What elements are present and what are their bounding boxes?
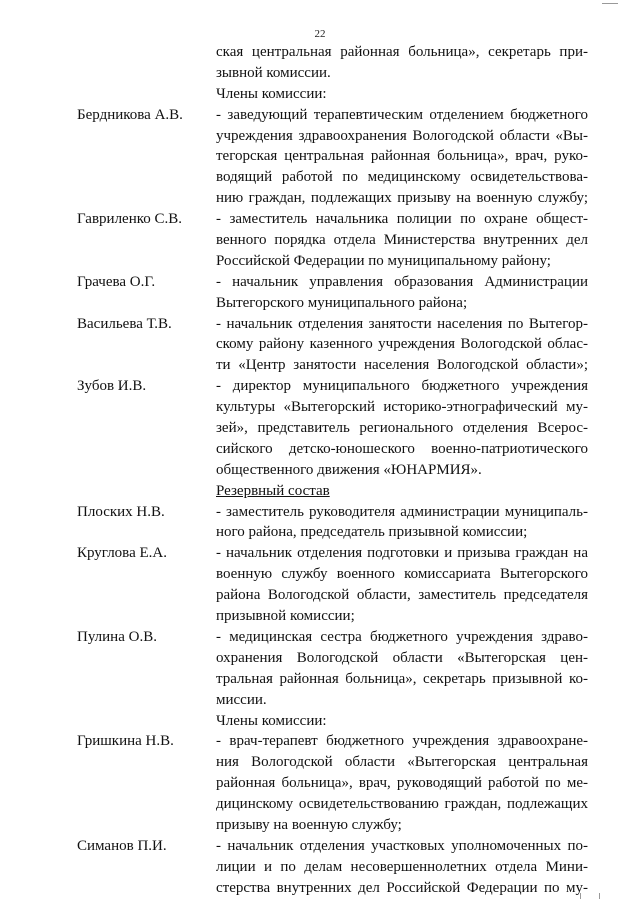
text-line (0, 585, 640, 606)
member-description: военную службу военного комиссариата Вытегорского (216, 566, 588, 583)
text-line (0, 334, 640, 355)
text-line (0, 878, 640, 899)
member-description: венного порядка отдела Министерства внутренних дел (216, 232, 588, 249)
member-name: Гавриленко С.В. (77, 211, 183, 228)
member-description: - директор муниципального бюджетного учреждения (216, 378, 588, 395)
text-line (0, 230, 640, 251)
text-line (0, 84, 640, 105)
text-line (0, 105, 640, 126)
member-description: - начальник управления образования Администрации (216, 273, 588, 290)
member-description: охранения Вологодской области «Вытегорская цен- (216, 649, 588, 666)
text-line (0, 752, 640, 773)
text-line (0, 251, 640, 272)
text-line (0, 42, 640, 63)
text-line (0, 648, 640, 669)
text-line (0, 773, 640, 794)
member-description: районная больница», врач, руководящий работой по ме- (216, 775, 588, 792)
member-description: призыву на военную службу; (216, 816, 402, 833)
member-description: - заместитель начальника полиции по охране общест- (216, 211, 588, 228)
text-line (0, 188, 640, 209)
text-line (0, 293, 640, 314)
text-line (0, 502, 640, 523)
member-description: Члены комиссии: (216, 712, 327, 729)
member-description: ти «Центр занятости населения Вологодской области»; (216, 357, 588, 374)
member-description: Вытегорского муниципального района; (216, 294, 468, 311)
section-heading: Резервный состав (216, 482, 330, 499)
text-line (0, 146, 640, 167)
member-description: - заместитель руководителя администрации муниципаль- (216, 503, 588, 520)
text-line (0, 397, 640, 418)
member-name: Грачева О.Г. (77, 273, 156, 290)
member-description: Члены комиссии: (216, 85, 327, 102)
member-description: района Вологодской области, заместитель председателя (216, 587, 588, 604)
text-line (0, 731, 640, 752)
member-description: ская центральная районная больница», секретарь при- (216, 44, 588, 60)
text-line (0, 836, 640, 857)
member-description: ного района, председатель призывной комиссии; (216, 524, 528, 541)
member-description: дицинскому освидетельствованию граждан, подлежащих (216, 796, 588, 813)
text-line (0, 126, 640, 147)
member-description: - начальник отделения участковых уполномоченных по- (216, 837, 588, 854)
text-line (0, 522, 640, 543)
member-description: ния Вологодской области «Вытегорская центральная (216, 754, 588, 771)
member-description: лиции и по делам несовершеннолетних отдела Мини- (216, 858, 588, 875)
text-line (0, 376, 640, 397)
member-description: сийского детско-юношеского военно-патриотического (216, 440, 588, 457)
member-description: - медицинская сестра бюджетного учреждения здраво- (216, 628, 588, 645)
member-description: культуры «Вытегорский историко-этнографический му- (216, 399, 588, 416)
text-line (0, 815, 640, 836)
member-name: Васильева Т.В. (77, 315, 172, 332)
member-description: миссии. (216, 691, 267, 708)
text-line (0, 355, 640, 376)
scan-corner-mark (580, 893, 600, 899)
text-line (0, 209, 640, 230)
member-description: призывной комиссии; (216, 608, 355, 625)
member-description: общественного движения «ЮНАРМИЯ». (216, 461, 482, 478)
member-name: Круглова Е.А. (77, 545, 167, 562)
member-description: нию граждан, подлежащих призыву на военную службу; (216, 190, 588, 207)
member-description: - заведующий терапевтическим отделением бюджетного (216, 106, 588, 123)
text-line (0, 460, 640, 481)
member-description: зей», представитель регионального отделения Всерос- (216, 420, 588, 437)
scan-corner-mark (602, 0, 618, 4)
member-name: Симанов П.И. (77, 837, 167, 854)
commission-member-list (0, 42, 640, 899)
text-line (0, 606, 640, 627)
member-name: Плоских Н.В. (77, 503, 165, 520)
text-line (0, 418, 640, 439)
text-line (0, 564, 640, 585)
text-line (0, 63, 640, 84)
text-line (0, 272, 640, 293)
text-line (0, 690, 640, 711)
member-description: тегорская центральная районная больница», врач, руко- (216, 148, 588, 165)
text-line (0, 669, 640, 690)
text-line (0, 481, 640, 502)
text-line (0, 794, 640, 815)
text-line (0, 167, 640, 188)
member-name: Пулина О.В. (77, 628, 157, 645)
member-description: учреждения здравоохранения Вологодской области «Вы- (216, 127, 588, 144)
member-description: стерства внутренних дел Российской Федерации по му- (216, 879, 588, 896)
member-description: водящий работой по медицинскому освидетельствова- (216, 169, 588, 186)
member-name: Зубов И.В. (77, 378, 147, 395)
text-line (0, 627, 640, 648)
text-line (0, 543, 640, 564)
text-line (0, 439, 640, 460)
text-line (0, 314, 640, 335)
page-number: 22 (314, 28, 326, 40)
member-description: скому району казенного учреждения Вологодской облас- (216, 336, 588, 353)
member-description: - врач-терапевт бюджетного учреждения здравоохране- (216, 733, 588, 750)
member-description: Российской Федерации по муниципальному району; (216, 252, 551, 269)
member-description: - начальник отделения занятости населения по Вытегор- (216, 315, 588, 332)
member-name: Бердникова А.В. (77, 106, 183, 123)
text-line (0, 711, 640, 732)
member-description: зывной комиссии. (216, 64, 331, 81)
member-description: - начальник отделения подготовки и призыва граждан на (216, 545, 588, 562)
member-description: тральная районная больница», секретарь призывной ко- (216, 670, 588, 687)
text-line (0, 857, 640, 878)
member-name: Гришкина Н.В. (77, 733, 174, 750)
